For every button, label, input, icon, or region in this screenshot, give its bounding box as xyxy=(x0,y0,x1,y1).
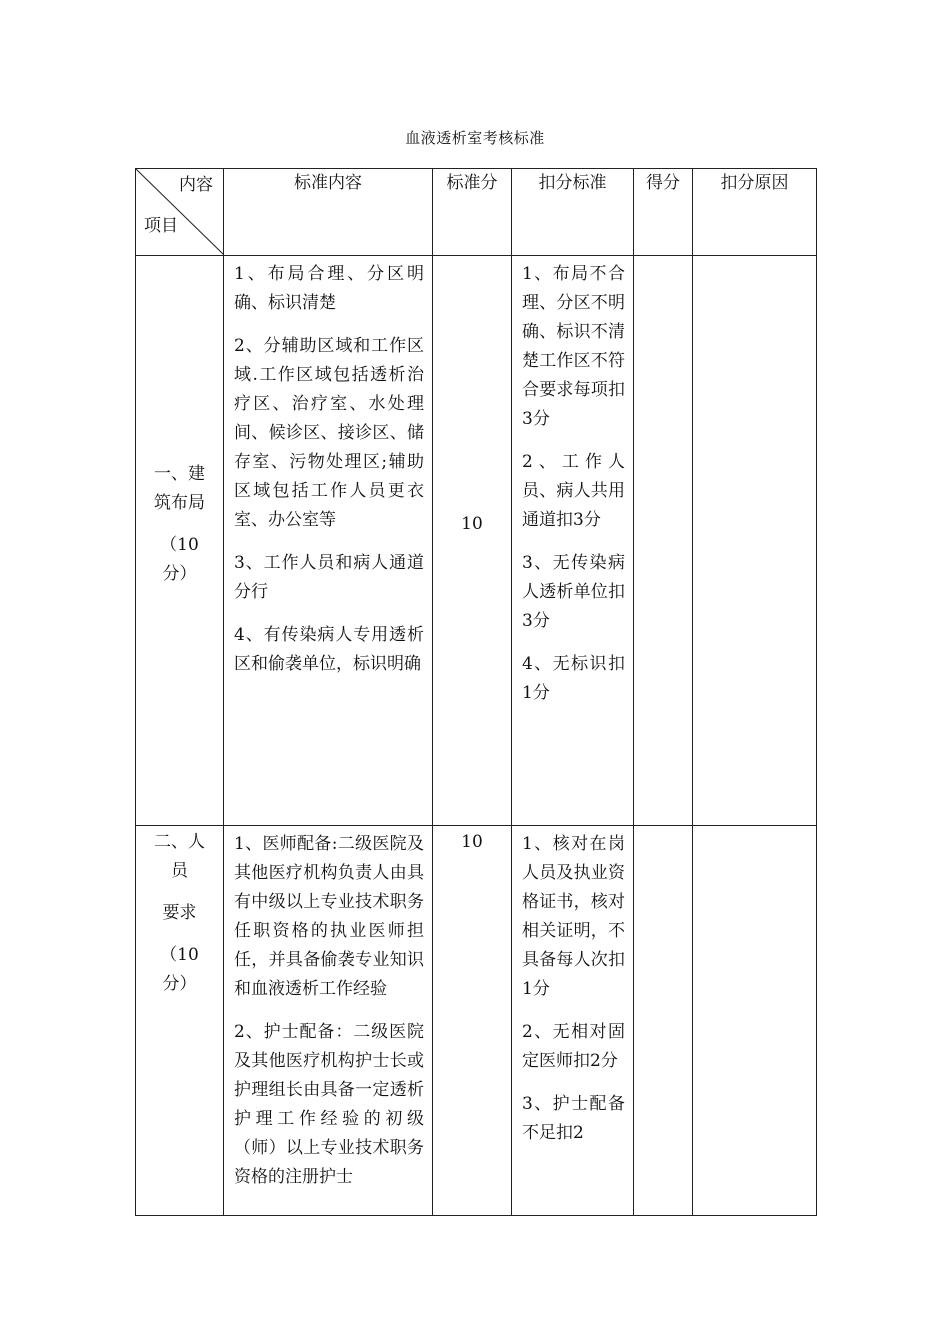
header-deduction-reason: 扣分原因 xyxy=(693,169,817,256)
deduction-item: 4、无标识扣1分 xyxy=(522,654,625,703)
page-title: 血液透析室考核标准 xyxy=(405,129,545,147)
item-line: 分） xyxy=(162,974,197,994)
deduction-item: 2、无相对固定医师扣2分 xyxy=(522,1022,625,1071)
item-line: 二、人 xyxy=(154,832,205,852)
standard-item: 1、医师配备:二级医院及其他医疗机构负责人由具有中级以上专业技术职务任职资格的执业医师担任，并具备偷袭专业知识和血液透析工作经验 xyxy=(234,834,424,999)
header-deduction-standard: 扣分标准 xyxy=(512,169,634,256)
score-cell xyxy=(634,826,693,1216)
table-row xyxy=(136,826,817,1216)
header-content-label: 内容 xyxy=(179,175,213,195)
standard-cell xyxy=(224,256,433,826)
item-line: 分） xyxy=(162,564,197,584)
header-score: 得分 xyxy=(634,169,693,256)
header-standard: 标准内容 xyxy=(224,169,433,256)
standard-item: 3、工作人员和病人通道分行 xyxy=(234,553,424,602)
deduction-item: 1、布局不合理、分区不明确、标识不清楚工作区不符合要求每项扣3分 xyxy=(522,264,625,429)
reason-cell xyxy=(693,826,817,1216)
diagonal-header-cell xyxy=(136,169,224,256)
item-cell xyxy=(136,826,224,1216)
item-line: （10 xyxy=(160,535,199,555)
deduction-cell xyxy=(512,256,634,826)
assessment-table xyxy=(135,168,817,1216)
deduction-item: 1、核对在岗人员及执业资格证书，核对相关证明，不具备每人次扣1分 xyxy=(522,834,625,999)
header-points: 标准分 xyxy=(433,169,512,256)
standard-item: 2、分辅助区域和工作区域.工作区域包括透析治疗区、治疗室、水处理间、候诊区、接诊区、储存室、污物处理区;辅助区域包括工作人员更衣室、办公室等 xyxy=(234,336,424,530)
reason-cell xyxy=(693,256,817,826)
points-value: 10 xyxy=(461,832,483,852)
deduction-item: 3、护士配备不足扣2 xyxy=(522,1094,625,1143)
item-line: 筑布局 xyxy=(154,493,205,513)
item-cell xyxy=(136,256,224,826)
table-row xyxy=(136,256,817,826)
points-cell xyxy=(433,256,512,826)
score-cell xyxy=(634,256,693,826)
item-line: 一、建 xyxy=(154,464,205,484)
item-line: 要求 xyxy=(162,903,197,923)
standard-item: 4、有传染病人专用透析区和偷袭单位，标识明确 xyxy=(234,625,424,674)
item-line: （10 xyxy=(160,945,199,965)
standard-item: 1、布局合理、分区明确、标识清楚 xyxy=(234,264,424,313)
deduction-cell xyxy=(512,826,634,1216)
standard-cell xyxy=(224,826,433,1216)
deduction-item: 3、无传染病人透析单位扣3分 xyxy=(522,553,625,631)
points-value: 10 xyxy=(461,514,483,534)
header-row xyxy=(136,169,817,256)
deduction-item: 2、工作人员、病人共用通道扣3分 xyxy=(522,452,625,530)
item-line: 员 xyxy=(171,861,188,881)
header-item-label: 项目 xyxy=(144,216,178,236)
standard-item: 2、护士配备：二级医院及其他医疗机构护士长或护理组长由具备一定透析护理工作经验的初级（师）以上专业技术职务资格的注册护士 xyxy=(234,1022,424,1187)
points-cell xyxy=(433,826,512,1216)
